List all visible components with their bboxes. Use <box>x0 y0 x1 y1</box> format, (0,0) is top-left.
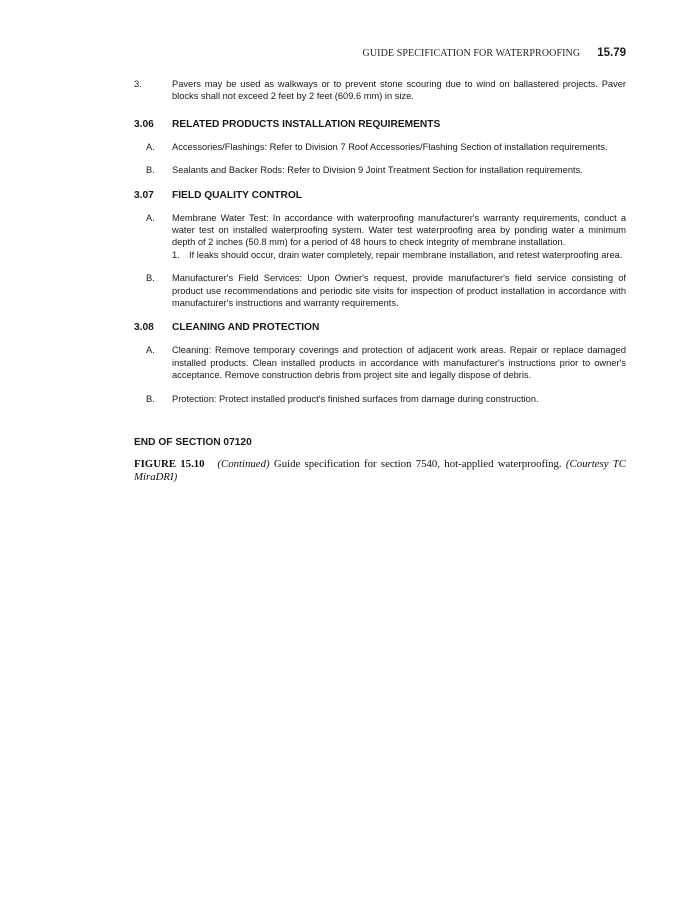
section-title: FIELD QUALITY CONTROL <box>172 189 302 201</box>
section-number: 3.08 <box>134 322 154 334</box>
list-item-text: Accessories/Flashings: Refer to Division 7 Roof Accessories/Flashing Section of installation requirements. <box>172 141 608 152</box>
list-item <box>134 141 626 153</box>
running-title: GUIDE SPECIFICATION FOR WATERPROOFING <box>362 48 581 59</box>
sub-list-item-text: If leaks should occur, drain water completely, repair membrane installation, and retest waterproofing area. <box>189 249 623 260</box>
caption-continued: (Continued) <box>217 458 270 471</box>
list-marker: A. <box>146 141 155 152</box>
section-heading <box>134 321 626 334</box>
list-item-text: Cleaning: Remove temporary coverings and protection of adjacent work areas. Repair or replace damaged installed products. Clean installed products in accordance with manufacturer's instructions prior to owner's acceptance. Remove construction debris from project site and legally dispose of debris. <box>172 345 626 381</box>
section-number: 3.07 <box>134 189 154 201</box>
figure-label: FIGURE 15.10 <box>134 458 205 471</box>
section-heading <box>134 189 626 202</box>
list-marker: B. <box>146 273 155 284</box>
sub-list-marker: 1. <box>172 249 180 260</box>
running-header <box>300 47 626 59</box>
list-item-text: Protection: Protect installed product's finished surfaces from damage during construction. <box>172 393 539 404</box>
section-title: RELATED PRODUCTS INSTALLATION REQUIREMENTS <box>172 118 441 130</box>
section-number: 3.06 <box>134 118 154 130</box>
list-item-text: Membrane Water Test: In accordance with waterproofing manufacturer's warranty requirements, conduct a water test on installed waterproofing system. Water test waterproofing area by ponding water a minimum depth of 2 inches (50.8 mm) for a period of 48 hours to check integrity of membrane installation. <box>172 212 626 248</box>
list-item <box>134 272 626 309</box>
caption-text: Guide specification for section 7540, hot-applied waterproofing. <box>273 458 562 471</box>
list-item <box>134 164 626 176</box>
sub-list-item <box>172 249 626 261</box>
list-marker: 3. <box>134 79 142 89</box>
section-title: CLEANING AND PROTECTION <box>172 322 320 334</box>
list-item <box>134 78 626 103</box>
section-heading <box>134 118 626 131</box>
page-content <box>134 78 626 484</box>
figure-caption <box>134 458 626 484</box>
list-item-text: Manufacturer's Field Services: Upon Owner's request, provide manufacturer's field service consisting of product use recommendations and periodic site visits for inspection of product installation in accordance with manufacturer's instructions and warranty requirements. <box>172 273 626 309</box>
list-item-text: Sealants and Backer Rods: Refer to Division 9 Joint Treatment Section for installation requirements. <box>172 165 583 176</box>
end-of-section: END OF SECTION 07120 <box>134 437 252 449</box>
list-marker: A. <box>146 345 155 356</box>
list-marker: B. <box>146 165 155 176</box>
page-number: 15.79 <box>597 47 626 59</box>
list-marker: A. <box>146 212 155 223</box>
list-item-text: Pavers may be used as walkways or to prevent stone scouring due to wind on ballastered projects. Paver blocks shall not exceed 2 feet by 2 feet (609.6 mm) in size. <box>172 79 626 102</box>
list-marker: B. <box>146 393 155 404</box>
list-item <box>134 344 626 381</box>
caption-courtesy: (Courtesy TC MiraDRI) <box>134 458 626 484</box>
list-item <box>134 393 626 405</box>
list-item <box>134 212 626 249</box>
